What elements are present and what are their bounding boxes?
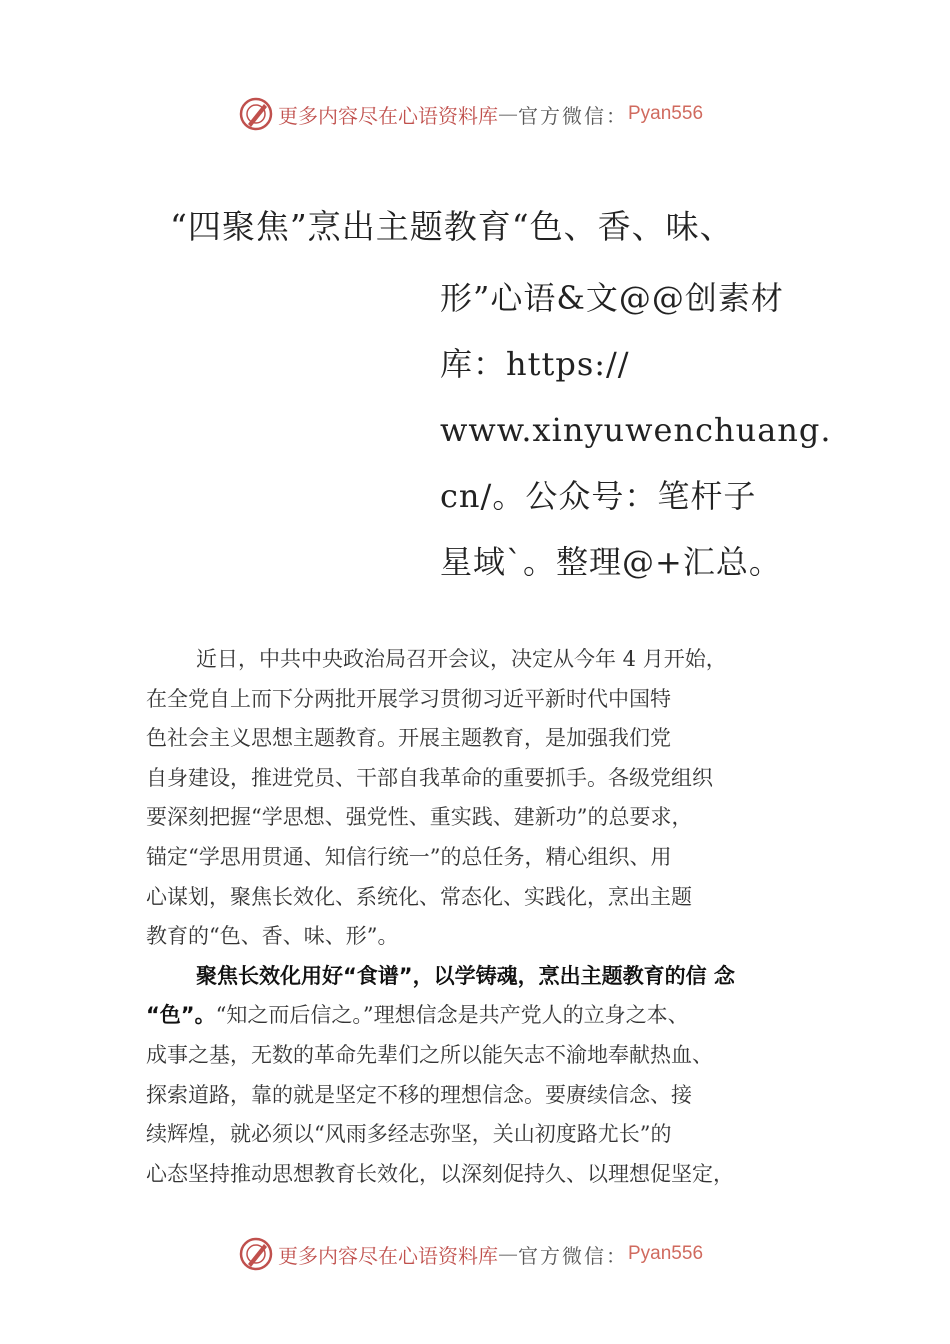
banner-title: 更多内容尽在心语资料库 <box>278 1243 498 1268</box>
title-line: 形”心语&文@@创素材 <box>440 279 784 317</box>
title-line: 星域`。整理@+汇总。 <box>440 543 782 581</box>
pen-logo-icon <box>238 96 274 132</box>
banner-title: 更多内容尽在心语资料库 <box>278 103 498 128</box>
paragraph-line <box>146 996 846 1036</box>
paragraph-line: 锚定“学思用贯通、知信行统一”的总任务，精心组织、用 <box>146 844 672 869</box>
document-title-continuation <box>440 265 832 595</box>
section-heading-end: “色”。 <box>146 1003 216 1028</box>
document-title: “四聚焦”烹出主题教育“色、香、味、 <box>170 207 734 246</box>
paragraph-line: 续辉煌，就必须以“风雨多经志弥坚，关山初度路尤长”的 <box>146 1122 672 1147</box>
banner-separator: — <box>498 102 518 126</box>
paragraph-line: 探索道路，靠的就是坚定不移的理想信念。要赓续信念、接 <box>146 1082 692 1107</box>
paragraph-line: 教育的“色、香、味、形”。 <box>146 924 399 949</box>
title-line: 库：https:// <box>440 345 630 383</box>
paragraph-line: 在全党自上而下分两批开展学习贯彻习近平新时代中国特 <box>146 686 671 711</box>
paragraph-line: 色社会主义思想主题教育。开展主题教育，是加强我们党 <box>146 726 671 751</box>
banner-wechat-label: 官方微信： <box>518 103 628 128</box>
paragraph-line: 自身建设，推进党员、干部自我革命的重要抓手。各级党组织 <box>146 765 713 790</box>
paragraph-line: 近日，中共中央政治局召开会议，决定从今年 4 月开始， <box>196 647 727 671</box>
banner-wechat-id: Pyan556 <box>628 103 704 124</box>
paragraph-line: 要深刻把握“学思想、强党性、重实践、建新功”的总要求， <box>146 805 693 830</box>
title-line: cn/。公众号：笔杆子 <box>440 477 757 515</box>
paragraph-line: 成事之基，无数的革命先辈们之所以能矢志不渝地奉献热血、 <box>146 1042 713 1067</box>
paragraph-line: 心谋划，聚焦长效化、系统化、常态化、实践化，烹出主题 <box>146 884 692 909</box>
header-banner <box>238 96 703 132</box>
paragraph-text: “知之而后信之。”理想信念是共产党人的立身之本、 <box>215 1003 689 1028</box>
footer-banner <box>238 1236 703 1272</box>
document-body <box>146 640 846 1194</box>
paragraph-line: 心态坚持推动思想教育长效化，以深刻促持久、以理想促坚定， <box>146 1161 734 1186</box>
section-heading: 聚焦长效化用好“食谱”，以学铸魂，烹出主题教育的信 念 <box>196 963 735 988</box>
title-line: www.xinyuwenchuang. <box>440 411 832 449</box>
banner-separator: — <box>498 1242 518 1266</box>
banner-wechat-id: Pyan556 <box>628 1243 704 1264</box>
pen-logo-icon <box>238 1236 274 1272</box>
banner-wechat-label: 官方微信： <box>518 1243 628 1268</box>
